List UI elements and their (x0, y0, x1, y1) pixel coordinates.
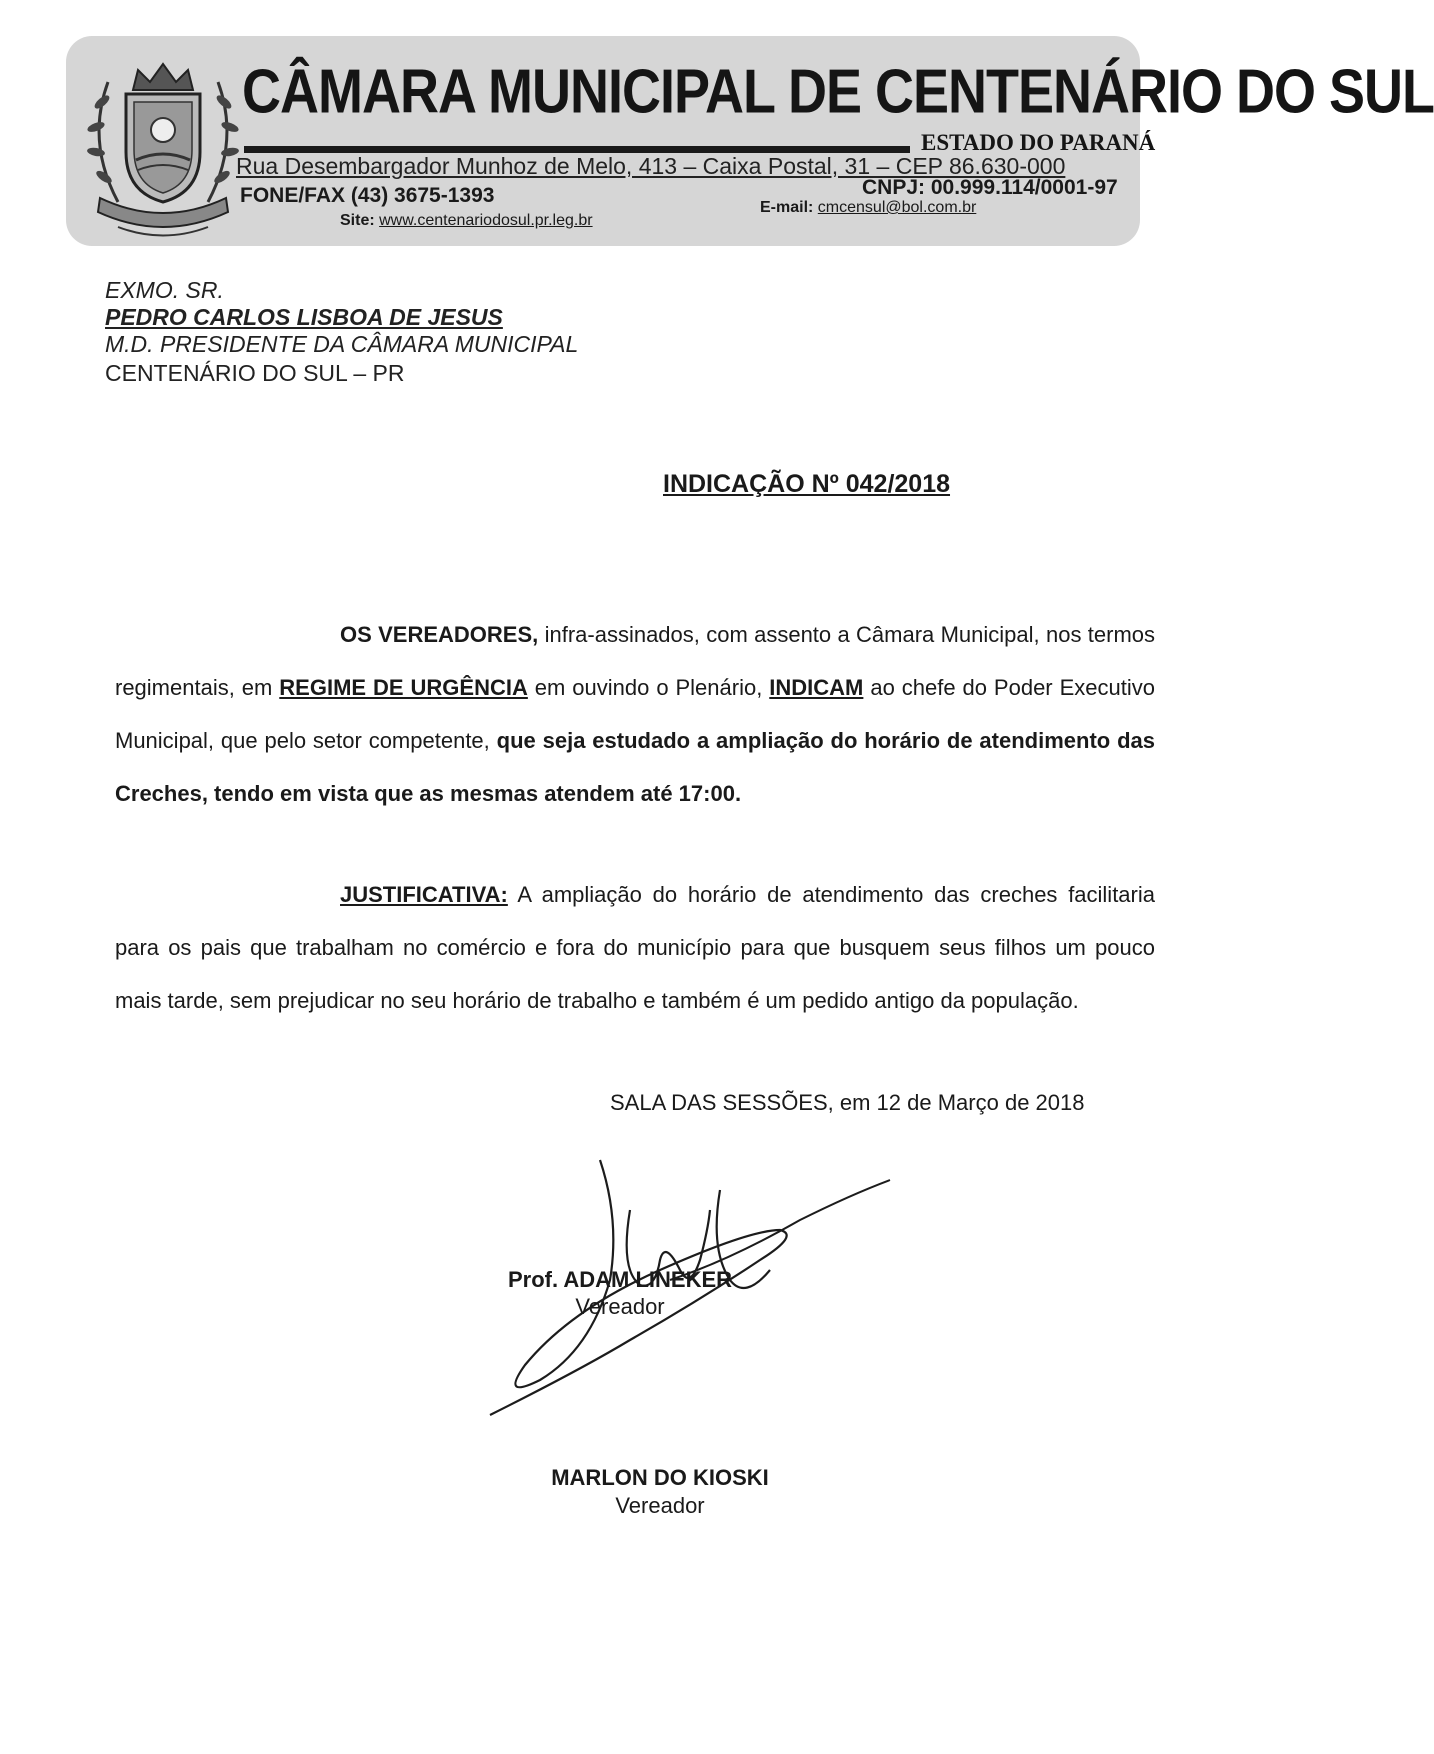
p1-text-c: ao chefe do Poder Executivo Municipal, que pelo setor competente, (115, 675, 1155, 753)
recipient-name: PEDRO CARLOS LISBOA DE JESUS (105, 304, 503, 330)
recipient-salutation: EXMO. SR. (105, 277, 224, 303)
justification-paragraph (115, 868, 1155, 1027)
signer-1-role: Vereador (575, 1294, 665, 1319)
state-name: ESTADO DO PARANÁ (921, 130, 1156, 155)
urgency-regime: REGIME DE URGÊNCIA (279, 675, 528, 700)
email-label: E-mail: (760, 199, 814, 216)
municipal-crest-icon (78, 52, 248, 232)
indication-paragraph (115, 608, 1155, 820)
site-link[interactable]: www.centenariodosul.pr.leg.br (379, 212, 593, 229)
vereadores-lead: OS VEREADORES, (340, 622, 539, 647)
p1-text-b: em ouvindo o Plenário, (527, 675, 770, 700)
recipient-city: CENTENÁRIO DO SUL – PR (105, 360, 405, 386)
signer-2-role: Vereador (615, 1493, 705, 1518)
signer-2-name: MARLON DO KIOSKI (551, 1465, 769, 1490)
chamber-email (760, 199, 976, 217)
chamber-cnpj: CNPJ: 00.999.114/0001-97 (862, 176, 1118, 199)
justification-text: A ampliação do horário de atendimento das creches facilitaria para os pais que trabalham no comércio e fora do município para que busquem seus filhos um pouco mais tarde, sem prejudicar no seu horário de trabalho e também é um pedido antigo da população. (115, 882, 1155, 1013)
justification-label: JUSTIFICATIVA: (340, 882, 508, 907)
chamber-phone: FONE/FAX (43) 3675-1393 (240, 184, 495, 207)
session-date: SALA DAS SESSÕES, em 12 de Março de 2018 (610, 1090, 1085, 1115)
chamber-title: CÂMARA MUNICIPAL DE CENTENÁRIO DO SUL (242, 57, 1434, 127)
email-link[interactable]: cmcensul@bol.com.br (817, 199, 977, 216)
chamber-address: Rua Desembargador Munhoz de Melo, 413 – Caixa Postal, 31 – CEP 86.630-000 (236, 153, 1066, 179)
letterhead (66, 36, 1434, 246)
p1-text-a: infra-assinados, com assento a Câmara Municipal, nos termos regimentais, em (115, 622, 1156, 700)
indicam-word: INDICAM (769, 675, 864, 700)
signer-1-name: Prof. ADAM LINEKER (507, 1267, 733, 1292)
site-label: Site: (340, 212, 375, 229)
chamber-site (340, 212, 593, 230)
header-divider (244, 146, 910, 153)
recipient-role: M.D. PRESIDENTE DA CÂMARA MUNICIPAL (105, 331, 579, 357)
p1-request: que seja estudado a ampliação do horário de atendimento das Creches, tendo em vista que as mesmas atendem até 17:00. (115, 728, 1155, 806)
document-title: INDICAÇÃO Nº 042/2018 (663, 470, 951, 498)
